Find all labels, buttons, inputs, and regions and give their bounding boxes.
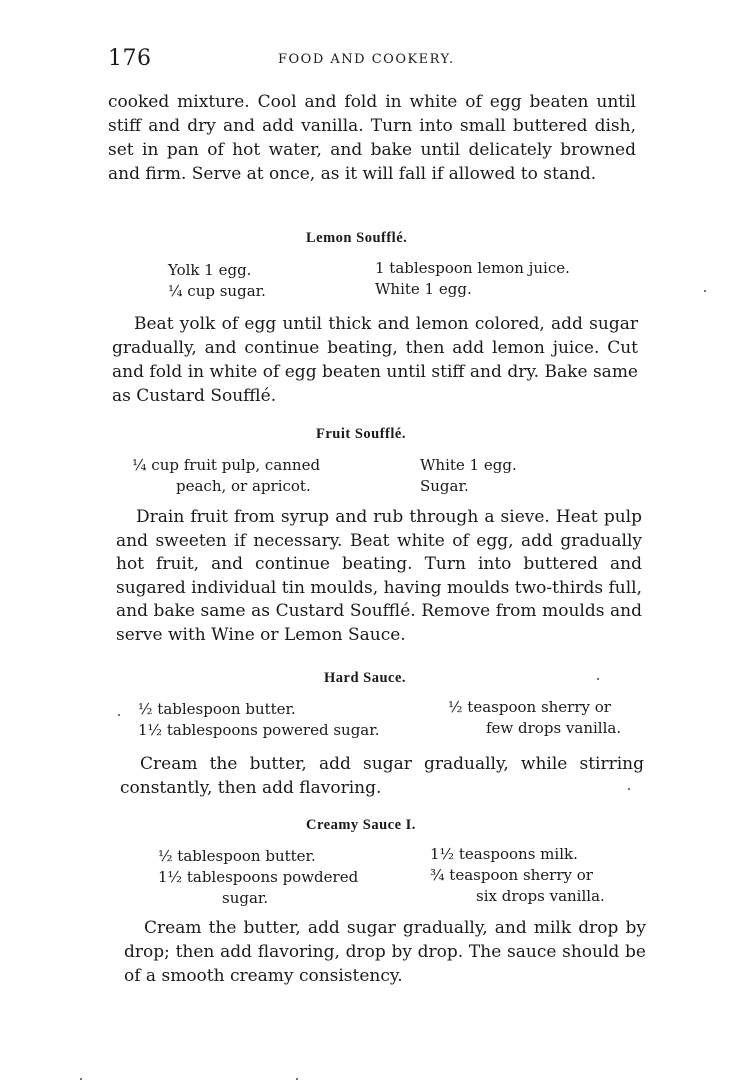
ingredient-line: ½ tablespoon butter.: [138, 700, 296, 718]
fruit-souffle-ingredients-right: [420, 455, 517, 497]
ingredient-line: Sugar.: [420, 477, 469, 495]
creamy-sauce-title: Creamy Sauce I.: [306, 817, 416, 833]
hard-sauce-title: Hard Sauce.: [324, 670, 407, 686]
fruit-souffle-method: Drain fruit from syrup and rub through a sieve. Heat pulp and sweeten if necessary. Beat white of egg, add gradually hot fruit, and continue beating. Turn into buttered and sugared individual tin moulds, having moulds two-thirds full, and bake same as Custard Soufflé. Remove from moulds and serve with Wine or Lemon Sauce.: [116, 507, 642, 645]
page-number: 176: [108, 46, 152, 71]
ingredient-line: few drops vanilla.: [486, 719, 622, 737]
fruit-souffle-ingredients-left: [132, 455, 320, 497]
creamy-sauce-ingredients-right: [430, 844, 605, 907]
creamy-sauce-method: Cream the butter, add sugar gradually, and milk drop by drop; then add flavoring, drop by drop. The sauce should be of a smooth creamy consistency.: [124, 918, 646, 986]
ingredient-line: ¾ teaspoon sherry or: [430, 866, 593, 884]
ingredient-line: six drops vanilla.: [476, 887, 605, 905]
ingredient-line: 1½ teaspoons milk.: [430, 845, 578, 863]
page-header: [108, 46, 648, 76]
fruit-souffle-title: Fruit Soufflé.: [316, 426, 406, 442]
ingredient-line: ½ tablespoon butter.: [158, 847, 316, 865]
hard-sauce-ingredients-left: [138, 699, 380, 741]
hard-sauce-method: Cream the butter, add sugar gradually, while stirring constantly, then add flavoring.: [120, 754, 644, 798]
lemon-souffle-title: Lemon Soufflé.: [306, 230, 408, 246]
ingredient-line: 1½ tablespoons powdered: [158, 868, 359, 886]
ingredient-line: White 1 egg.: [375, 280, 472, 298]
ingredient-line: ¼ cup sugar.: [168, 282, 266, 300]
intro-paragraph: cooked mixture. Cool and fold in white of egg beaten until stiff and dry and add vanilla. Turn into small buttered dish, set in pan of hot water, and bake until delicately browned and firm. Serve at once, as it will fall if allowed to stand.: [108, 92, 636, 184]
ingredient-line: 1 tablespoon lemon juice.: [375, 259, 570, 277]
ingredient-line: ½ teaspoon sherry or: [448, 698, 611, 716]
running-title: FOOD AND COOKERY.: [278, 52, 455, 67]
creamy-sauce-ingredients-left: [158, 846, 358, 909]
ingredient-line: peach, or apricot.: [176, 477, 311, 495]
ingredient-line: White 1 egg.: [420, 456, 517, 474]
lemon-souffle-method: Beat yolk of egg until thick and lemon colored, add sugar gradually, and continue beating, then add lemon juice. Cut and fold in white of egg beaten until stiff and dry. Bake same as Custard Soufflé.: [112, 314, 638, 406]
ingredient-line: Yolk 1 egg.: [168, 261, 252, 279]
hard-sauce-ingredients-right: [448, 697, 621, 739]
ingredient-line: sugar.: [222, 889, 269, 907]
ingredient-line: 1½ tablespoons powered sugar.: [138, 721, 380, 739]
lemon-souffle-ingredients-left: [168, 260, 266, 302]
ingredient-line: ¼ cup fruit pulp, canned: [132, 456, 321, 474]
lemon-souffle-ingredients-right: [375, 258, 570, 300]
